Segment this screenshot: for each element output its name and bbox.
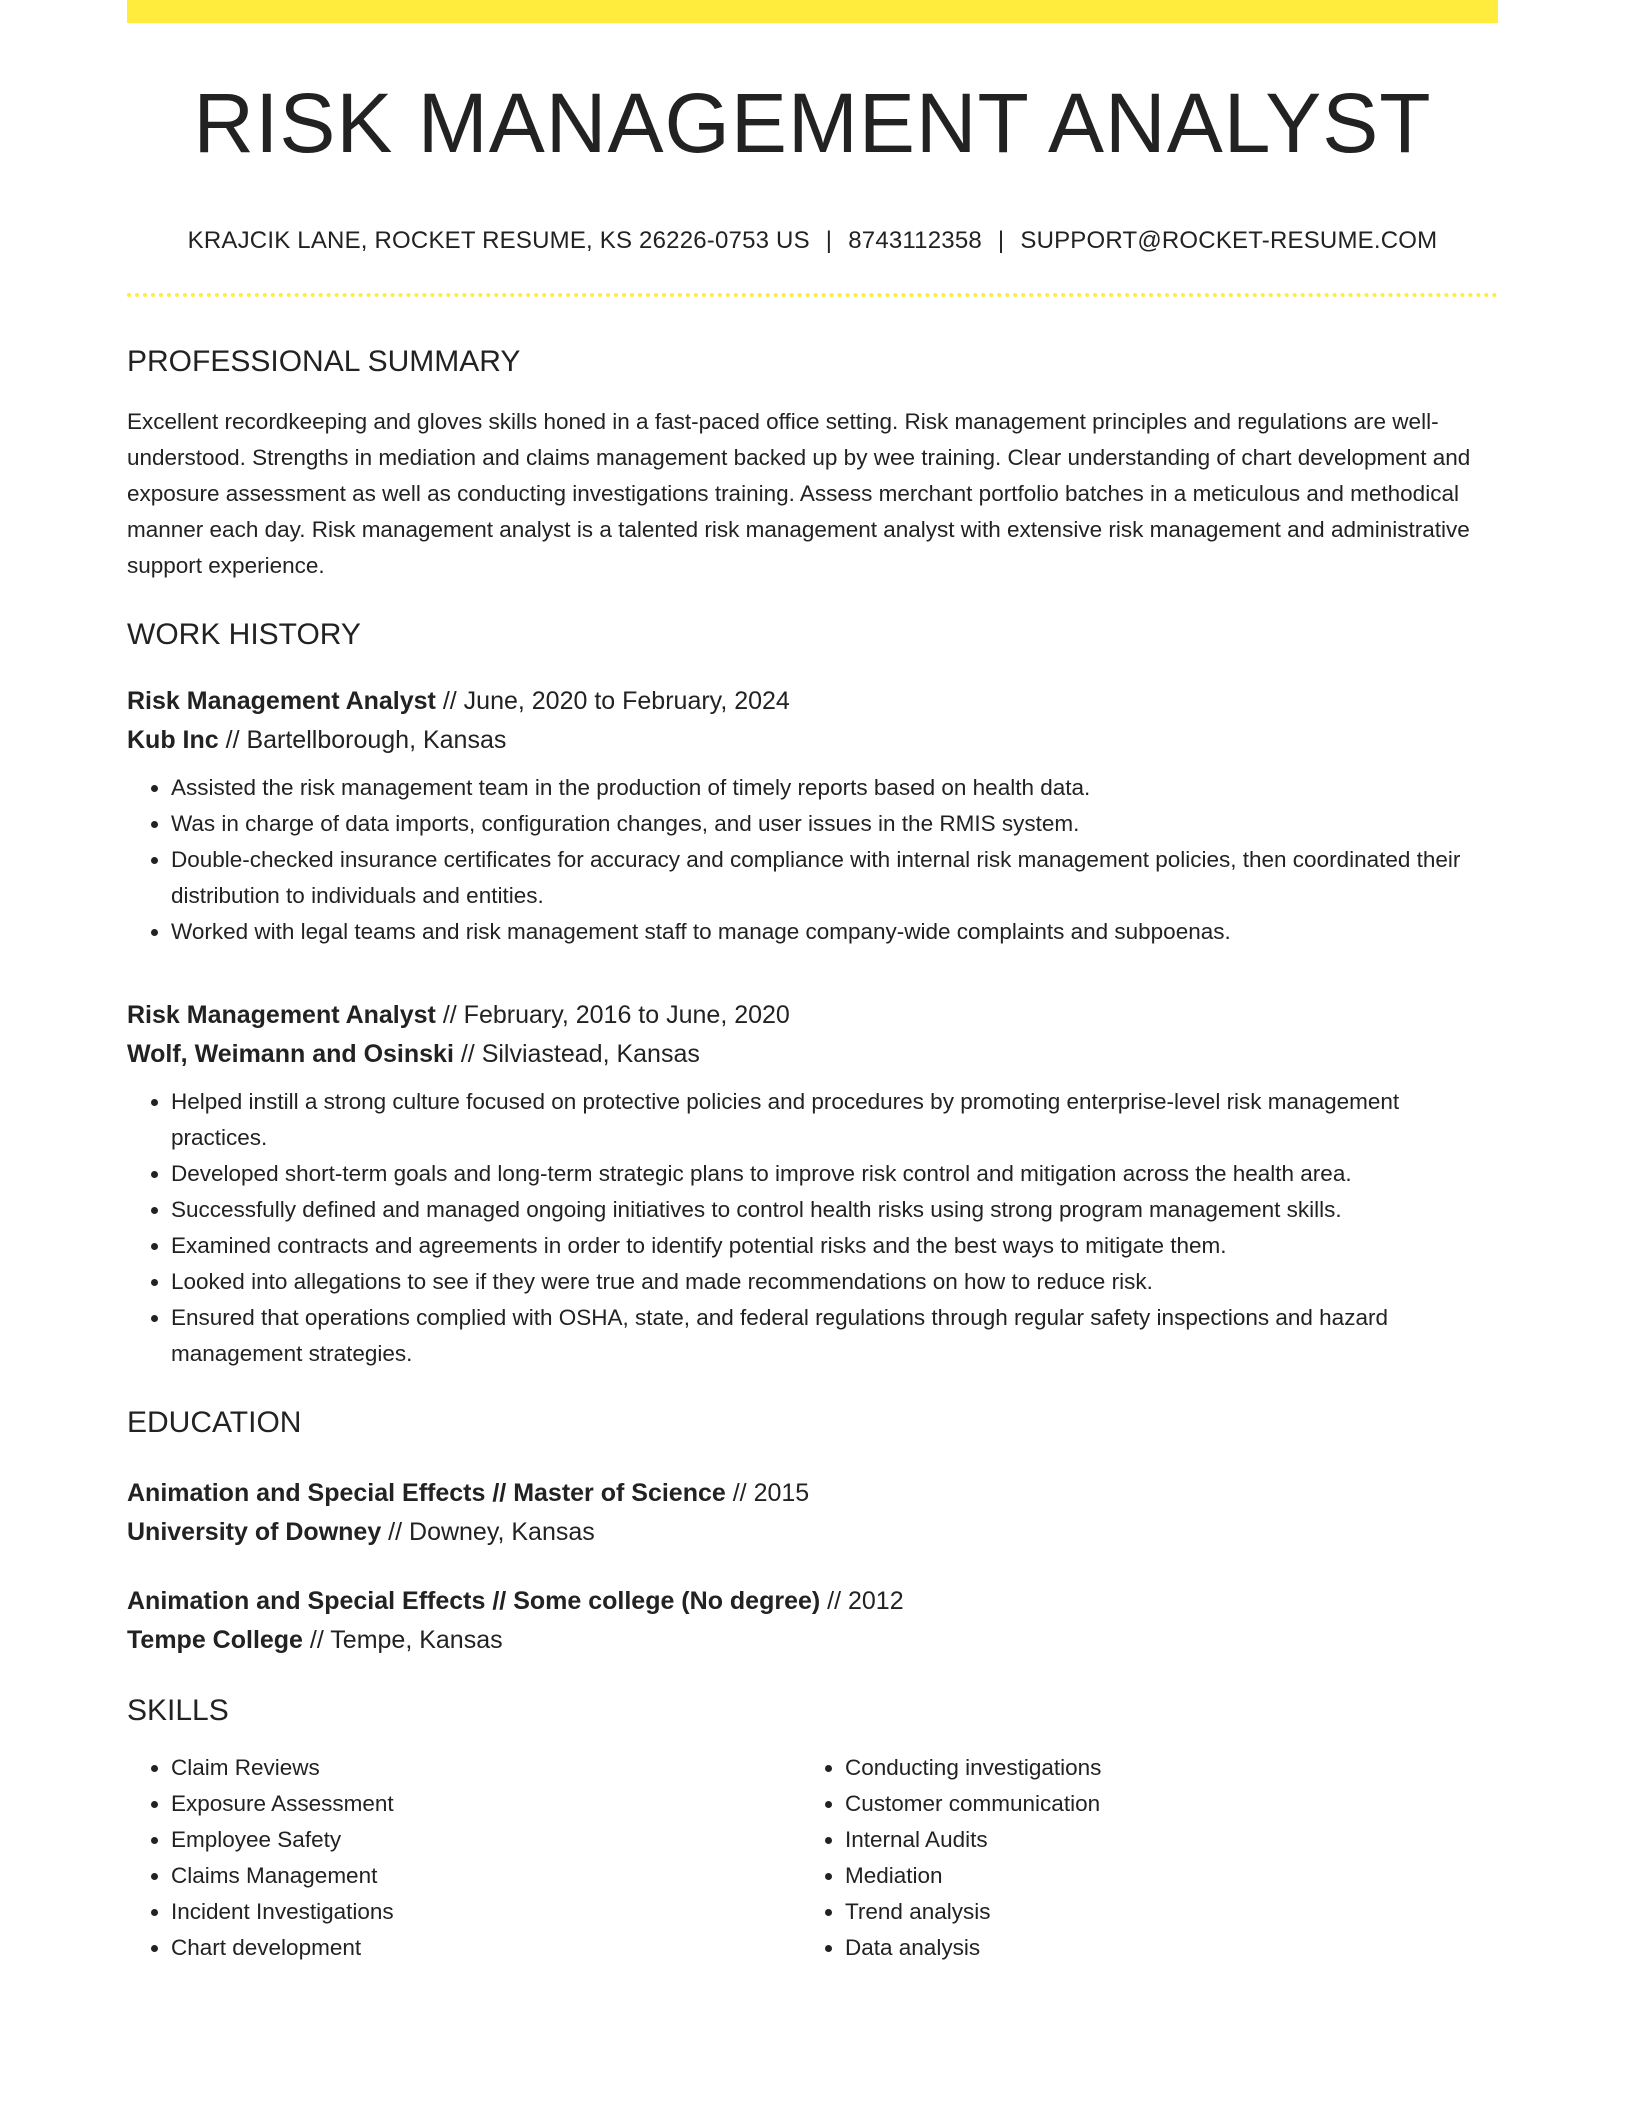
- list-item: • Looked into allegations to see if they were true and made recommendations on how to reduce risk.: [171, 1264, 1498, 1300]
- list-item: • Assisted the risk management team in the production of timely reports based on health data.: [171, 770, 1498, 806]
- job-entry: [127, 996, 1498, 1372]
- job-location: // Silviastead, Kansas: [453, 1040, 700, 1068]
- job-title-line: [127, 682, 1498, 721]
- school: Tempe College: [127, 1626, 303, 1654]
- job-company-line: [127, 1035, 1498, 1074]
- list-item: • Successfully defined and managed ongoing initiatives to control health risks using strong program management skills.: [171, 1192, 1498, 1228]
- skills-heading: SKILLS: [127, 1694, 229, 1727]
- degree-line: [127, 1582, 1498, 1621]
- contact-address: KRAJCIK LANE, ROCKET RESUME, KS 26226-0753 US: [187, 227, 810, 254]
- education-entry: [127, 1582, 1498, 1660]
- contact-line: [127, 227, 1498, 255]
- degree: Animation and Special Effects // Master of Science: [127, 1479, 726, 1507]
- skill-item: • Claims Management: [171, 1858, 801, 1894]
- degree-line: [127, 1474, 1498, 1513]
- summary-heading: PROFESSIONAL SUMMARY: [127, 345, 521, 378]
- degree-year: // 2015: [725, 1479, 810, 1507]
- contact-separator: |: [997, 227, 1005, 254]
- skill-item: • Exposure Assessment: [171, 1786, 801, 1822]
- school-location: // Downey, Kansas: [381, 1518, 595, 1546]
- degree-year: // 2012: [820, 1587, 904, 1615]
- skill-item: • Internal Audits: [845, 1822, 1475, 1858]
- list-item: • Examined contracts and agreements in order to identify potential risks and the best ways to mitigate them.: [171, 1228, 1498, 1264]
- contact-email: SUPPORT@ROCKET-RESUME.COM: [1020, 227, 1438, 254]
- top-accent-bar: [127, 0, 1498, 23]
- school-line: [127, 1513, 1498, 1552]
- skills-left-column: [127, 1750, 801, 1966]
- resume-page: [127, 0, 1498, 1966]
- list-item: • Worked with legal teams and risk management staff to manage company-wide complaints and subpoenas.: [171, 914, 1498, 950]
- skill-item: • Employee Safety: [171, 1822, 801, 1858]
- school: University of Downey: [127, 1518, 382, 1546]
- degree: Animation and Special Effects // Some college (No degree): [127, 1587, 821, 1615]
- job-title-line: [127, 996, 1498, 1035]
- list-item: • Developed short-term goals and long-term strategic plans to improve risk control and mitigation across the health area.: [171, 1156, 1498, 1192]
- list-item: • Was in charge of data imports, configuration changes, and user issues in the RMIS system.: [171, 806, 1498, 842]
- skill-item: • Incident Investigations: [171, 1894, 801, 1930]
- skill-item: • Conducting investigations: [845, 1750, 1475, 1786]
- job-bullets: [127, 1084, 1498, 1372]
- work-history-heading: WORK HISTORY: [127, 618, 361, 651]
- job-company: Kub Inc: [127, 726, 219, 754]
- skill-item: • Data analysis: [845, 1930, 1475, 1966]
- job-company: Wolf, Weimann and Osinski: [127, 1040, 454, 1068]
- job-title: Risk Management Analyst: [127, 1001, 436, 1029]
- job-dates: // February, 2016 to June, 2020: [435, 1001, 790, 1029]
- job-company-line: [127, 721, 1498, 760]
- header-divider: [127, 293, 1498, 297]
- skill-item: • Trend analysis: [845, 1894, 1475, 1930]
- school-location: // Tempe, Kansas: [302, 1626, 503, 1654]
- list-item: • Helped instill a strong culture focused on protective policies and procedures by promoting enterprise-level risk management practices.: [171, 1084, 1498, 1156]
- skill-item: • Chart development: [171, 1930, 801, 1966]
- resume-title: RISK MANAGEMENT ANALYST: [193, 76, 1432, 170]
- list-item: • Double-checked insurance certificates for accuracy and compliance with internal risk management policies, then coordinated their distribution to individuals and entities.: [171, 842, 1498, 914]
- skill-item: • Claim Reviews: [171, 1750, 801, 1786]
- skills-right-column: [801, 1750, 1475, 1966]
- education-entry: [127, 1474, 1498, 1552]
- skill-item: • Mediation: [845, 1858, 1475, 1894]
- school-line: [127, 1621, 1498, 1660]
- job-location: // Bartellborough, Kansas: [218, 726, 507, 754]
- job-title: Risk Management Analyst: [127, 687, 436, 715]
- list-item: • Ensured that operations complied with OSHA, state, and federal regulations through regular safety inspections and hazard management strategies.: [171, 1300, 1498, 1372]
- job-dates: // June, 2020 to February, 2024: [435, 687, 790, 715]
- contact-phone: 8743112358: [848, 227, 982, 254]
- job-entry: [127, 682, 1498, 950]
- summary-text: Excellent recordkeeping and gloves skills honed in a fast-paced office setting. Risk management principles and regulations are well-understood. Strengths in mediation and claims management backed up by wee training. Clear understanding of chart development and exposure assessment as well as conducting investigations training. Assess merchant portfolio batches in a meticulous and methodical manner each day. Risk management analyst is a talented risk management analyst with extensive risk management and administrative support experience.: [127, 409, 1471, 578]
- job-bullets: [127, 770, 1498, 950]
- skills-grid: [127, 1750, 1498, 1966]
- education-heading: EDUCATION: [127, 1406, 302, 1439]
- contact-separator: |: [825, 227, 833, 254]
- skill-item: • Customer communication: [845, 1786, 1475, 1822]
